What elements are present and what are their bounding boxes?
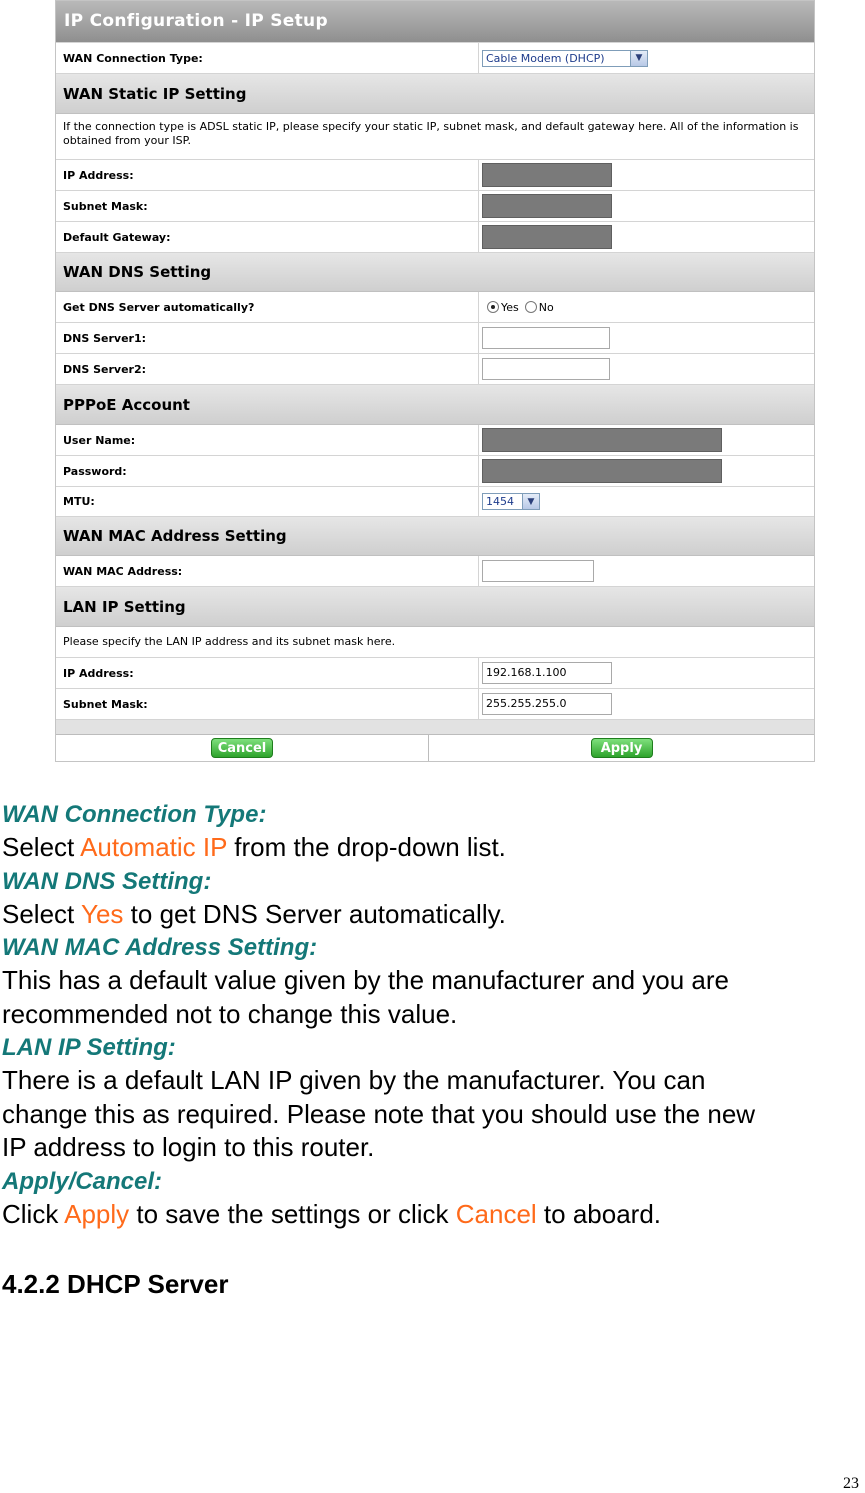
lan-mask-input[interactable]: 255.255.255.0 [482, 693, 612, 715]
wan-dns-heading: WAN DNS Setting [56, 253, 814, 292]
dns-auto-yes-label: Yes [501, 300, 519, 314]
static-gateway-input[interactable] [482, 225, 612, 249]
wan-type-text: Select Automatic IP from the drop-down list. [2, 832, 506, 862]
pppoe-user-label: User Name: [56, 425, 479, 455]
static-gateway-row [56, 222, 814, 253]
dns-auto-row [56, 292, 814, 323]
lan-ip-label: IP Address: [56, 658, 479, 688]
dns1-row [56, 323, 814, 354]
dns1-input[interactable] [482, 327, 610, 349]
dns2-row [56, 354, 814, 385]
lan-mask-label: Subnet Mask: [56, 689, 479, 719]
dns-heading: WAN DNS Setting: [2, 867, 212, 895]
apply-button[interactable]: Apply [591, 738, 653, 758]
static-gateway-label: Default Gateway: [56, 222, 479, 252]
mac-text-line1: This has a default value given by the manufacturer and you are [2, 965, 729, 995]
page-number: 23 [843, 1475, 859, 1492]
wan-type-heading: WAN Connection Type: [2, 801, 267, 828]
lan-mask-row [56, 689, 814, 720]
wan-connection-type-row [56, 43, 814, 74]
lan-info: Please specify the LAN IP address and its subnet mask here. [56, 627, 814, 658]
wan-connection-type-label: WAN Connection Type: [56, 43, 479, 73]
dns-auto-no-radio[interactable] [525, 301, 537, 313]
wan-mac-input[interactable] [482, 560, 594, 582]
mtu-row [56, 487, 814, 517]
cancel-button[interactable]: Cancel [211, 738, 274, 758]
section-title: 4.2.2 DHCP Server [2, 1269, 229, 1299]
wan-static-heading: WAN Static IP Setting [56, 74, 814, 114]
mtu-select[interactable]: 1454 ▼ [482, 493, 540, 510]
lan-heading: LAN IP Setting [56, 587, 814, 627]
lan-ip-input[interactable]: 192.168.1.100 [482, 662, 612, 684]
wan-mac-row [56, 556, 814, 587]
dns2-input[interactable] [482, 358, 610, 380]
lan-ip-row [56, 658, 814, 689]
lan-heading-text: LAN IP Setting: [2, 1034, 176, 1061]
mac-text-line2: recommended not to change this value. [2, 998, 458, 1029]
lan-text-line1: There is a default LAN IP given by the manufacturer. You can [2, 1065, 706, 1095]
dns1-label: DNS Server1: [56, 323, 479, 353]
panel-title: IP Configuration - IP Setup [56, 1, 814, 43]
pppoe-user-input[interactable] [482, 428, 722, 452]
static-mask-input[interactable] [482, 194, 612, 218]
pppoe-user-row [56, 425, 814, 456]
wan-mac-heading: WAN MAC Address Setting [56, 517, 814, 556]
pppoe-password-input[interactable] [482, 459, 722, 483]
wan-connection-type-select[interactable]: Cable Modem (DHCP) ▼ [482, 50, 648, 67]
chevron-down-icon: ▼ [522, 494, 539, 509]
wan-static-info: If the connection type is ADSL static IP, please specify your static IP, subnet mask, and default gateway here. All of the information is obtained from your ISP. [56, 114, 814, 160]
pppoe-password-label: Password: [56, 456, 479, 486]
apply-text: Click Apply to save the settings or click Cancel to aboard. [2, 1198, 662, 1229]
pppoe-password-row [56, 456, 814, 487]
static-ip-input[interactable] [482, 163, 612, 187]
dns-auto-yes-radio[interactable] [487, 301, 499, 313]
button-row [56, 735, 814, 761]
footer-spacer [56, 720, 814, 735]
static-ip-label: IP Address: [56, 160, 479, 190]
static-mask-label: Subnet Mask: [56, 191, 479, 221]
dns2-label: DNS Server2: [56, 354, 479, 384]
mtu-label: MTU: [56, 487, 479, 516]
ip-setup-screenshot [55, 0, 815, 762]
apply-heading: Apply/Cancel: [2, 1167, 163, 1195]
chevron-down-icon: ▼ [630, 51, 647, 66]
mac-heading: WAN MAC Address Setting: [2, 934, 318, 961]
lan-text-line2: change this as required. Please note that you should use the new [2, 1098, 756, 1129]
document-body [2, 798, 862, 1300]
static-ip-row [56, 160, 814, 191]
dns-auto-no-label: No [538, 300, 554, 314]
pppoe-heading: PPPoE Account [56, 385, 814, 425]
wan-mac-label: WAN MAC Address: [56, 556, 479, 586]
lan-text-line3: IP address to login to this router. [2, 1132, 375, 1162]
dns-auto-label: Get DNS Server automatically? [56, 292, 479, 322]
dns-text: Select Yes to get DNS Server automatically. [2, 898, 506, 929]
static-mask-row [56, 191, 814, 222]
